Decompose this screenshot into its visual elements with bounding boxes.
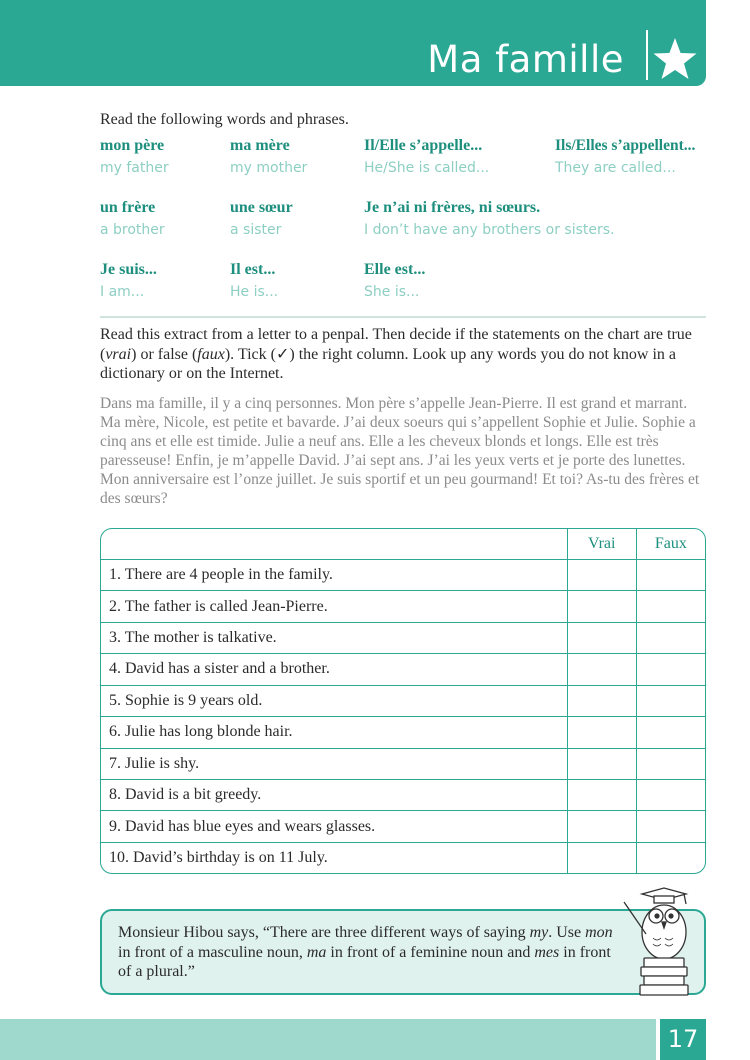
vocab-item [555, 137, 695, 176]
vocab-english: a brother [100, 222, 165, 238]
vocab-item [100, 261, 157, 300]
instructions-text: ) or false ( [131, 346, 198, 363]
table-row [101, 748, 705, 779]
vrai-cell[interactable] [567, 685, 636, 716]
true-false-chart [100, 528, 706, 874]
star-icon [652, 36, 698, 82]
vrai-cell[interactable] [567, 842, 636, 873]
statement-cell: 10. David’s birthday is on 11 July. [101, 842, 567, 873]
vrai-cell[interactable] [567, 748, 636, 779]
vocab-item [100, 137, 169, 176]
vocab-french: Elle est... [364, 261, 426, 278]
instructions-text: Read this extract from a letter to a penpal. Then decide if the statements on the chart are true ( [100, 326, 692, 363]
vocab-french: Je suis... [100, 261, 157, 278]
footer-bar [0, 1019, 656, 1060]
vocab-english: He is... [230, 284, 279, 300]
tip-text-part: in front of a masculine noun, [118, 943, 307, 961]
section-divider [100, 316, 706, 318]
vrai-cell[interactable] [567, 591, 636, 622]
statement-cell: 1. There are 4 people in the family. [101, 560, 567, 591]
tip-box [100, 909, 706, 995]
vrai-header: Vrai [567, 529, 636, 560]
vrai-cell[interactable] [567, 622, 636, 653]
statement-cell: 9. David has blue eyes and wears glasses. [101, 811, 567, 842]
vocab-item [100, 199, 165, 238]
vrai-cell[interactable] [567, 717, 636, 748]
task-instructions [100, 325, 706, 383]
faux-cell[interactable] [636, 654, 705, 685]
header-band [0, 0, 706, 86]
vocab-intro: Read the following words and phrases. [100, 111, 349, 128]
table-row [101, 560, 705, 591]
tip-text [118, 923, 618, 982]
tip-term-my: my [529, 924, 549, 941]
faux-cell[interactable] [636, 717, 705, 748]
vocab-english: They are called... [555, 160, 676, 176]
faux-header: Faux [636, 529, 705, 560]
statement-header [101, 529, 567, 560]
table-row [101, 842, 705, 873]
vocab-item [230, 137, 307, 176]
header-divider [646, 30, 648, 80]
vocab-english: my mother [230, 160, 308, 176]
faux-cell[interactable] [636, 748, 705, 779]
vocab-item [364, 137, 489, 176]
statement-cell: 7. Julie is shy. [101, 748, 567, 779]
vocab-french: Je n’ai ni frères, ni sœurs. [364, 199, 541, 216]
vocab-french: Ils/Elles s’appellent... [555, 137, 696, 154]
vocab-english: my father [100, 160, 169, 176]
vocab-english: I don’t have any brothers or sisters. [364, 222, 615, 238]
vocab-english: a sister [230, 222, 282, 238]
instructions-text: ). Tick ( [224, 346, 276, 363]
faux-cell[interactable] [636, 591, 705, 622]
statement-cell: 2. The father is called Jean-Pierre. [101, 591, 567, 622]
faux-cell[interactable] [636, 622, 705, 653]
vocab-english: I am... [100, 284, 145, 300]
table-row [101, 717, 705, 748]
table-row [101, 591, 705, 622]
table-row [101, 779, 705, 810]
vocab-french: une sœur [230, 199, 293, 216]
vocab-item [230, 199, 293, 238]
faux-cell[interactable] [636, 842, 705, 873]
page-number: 17 [660, 1019, 706, 1060]
vrai-cell[interactable] [567, 779, 636, 810]
tick-mark: ✓ [275, 344, 290, 363]
tip-text-part: Monsieur Hibou says, “There are three different ways of saying [118, 924, 530, 941]
page-title: Ma famille [427, 38, 624, 81]
vocab-french: un frère [100, 199, 156, 216]
vocab-item [364, 261, 425, 300]
vrai-term: vrai [105, 346, 132, 363]
tip-term-ma: ma [306, 943, 327, 961]
vocab-item [230, 261, 278, 300]
tip-text-part: . Use [548, 924, 586, 941]
faux-cell[interactable] [636, 685, 705, 716]
vrai-cell[interactable] [567, 811, 636, 842]
vrai-cell[interactable] [567, 654, 636, 685]
statement-cell: 8. David is a bit greedy. [101, 779, 567, 810]
vrai-cell[interactable] [567, 560, 636, 591]
faux-cell[interactable] [636, 779, 705, 810]
table-header-row [101, 529, 705, 560]
statements-table [101, 529, 705, 873]
statement-cell: 5. Sophie is 9 years old. [101, 685, 567, 716]
table-row [101, 811, 705, 842]
faux-cell[interactable] [636, 560, 705, 591]
statement-cell: 4. David has a sister and a brother. [101, 654, 567, 685]
vocab-english: She is... [364, 284, 420, 300]
vocab-english: He/She is called... [364, 160, 490, 176]
statement-cell: 6. Julie has long blonde hair. [101, 717, 567, 748]
tip-term-mon: mon [585, 924, 613, 941]
statement-cell: 3. The mother is talkative. [101, 622, 567, 653]
vocab-french: ma mère [230, 137, 290, 154]
faux-term: faux [197, 346, 225, 363]
vocab-french: Il est... [230, 261, 276, 278]
vocab-item [364, 199, 615, 238]
table-row [101, 685, 705, 716]
table-row [101, 654, 705, 685]
owl-icon [620, 886, 700, 998]
table-row [101, 622, 705, 653]
tip-text-part: in front of a feminine noun and [326, 943, 535, 961]
vocab-french: Il/Elle s’appelle... [364, 137, 483, 154]
tip-text-part: in front of a plural.” [118, 943, 611, 980]
letter-extract: Dans ma famille, il y a cinq personnes. Mon père s’appelle Jean-Pierre. Il est grand et marrant. Ma mère, Nicole, est petite et bavarde. J’ai deux soeurs qui s’appellent Sophie et Julie. Sophie a cinq ans et elle est timide. Julie a neuf ans. Elle a les cheveux blonds et longs. Elle est très paresseuse! Enfin, je m’appelle David. J’ai sept ans. J’ai les yeux verts et je porte des lunettes. Mon anniversaire est l’onze juillet. Je suis sportif et un peu gourmand! Et toi? As-tu des frères et des sœurs? [100, 395, 700, 507]
instructions-text: ) the right column. Look up any words you do not know in a dictionary or on the Internet. [100, 346, 676, 382]
vocab-french: mon père [100, 137, 165, 154]
faux-cell[interactable] [636, 811, 705, 842]
tip-term-mes: mes [534, 943, 560, 961]
